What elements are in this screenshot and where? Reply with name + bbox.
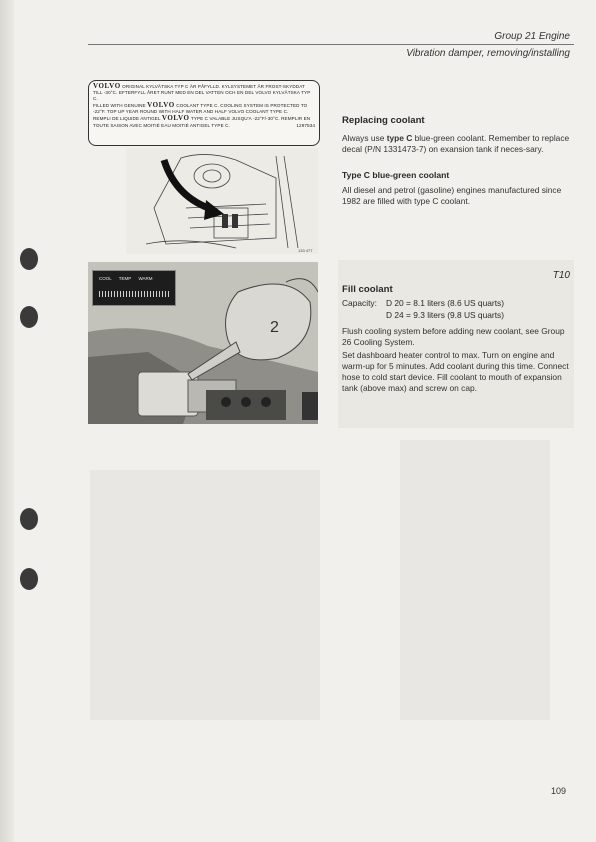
- decal-part-number: 1297534: [296, 122, 315, 128]
- fill-coolant-heading: Fill coolant: [342, 284, 393, 295]
- capacity-label: Capacity:: [342, 298, 377, 308]
- svg-text:2: 2: [270, 319, 279, 336]
- temperature-gauge: [92, 270, 176, 306]
- binder-hole: [20, 508, 38, 530]
- page-number: 109: [550, 786, 566, 796]
- gauge-cool-label: COOL: [99, 276, 112, 281]
- header-group: Group 21 Engine: [494, 31, 570, 42]
- capacity-d24: D 24 = 9.3 liters (9.8 US quarts): [386, 310, 504, 320]
- binder-hole: [20, 248, 38, 270]
- filling-coolant-photo: [88, 262, 318, 424]
- heater-text: Set dashboard heater control to max. Turn on engine and warm-up for 5 minutes. Add coolant during this time. Connect hose to cold start device. Fill coolant to mouth of expansion tank (above max) and screw on cap.: [342, 350, 569, 393]
- replacing-coolant-heading: Replacing coolant: [342, 115, 425, 126]
- engine-bay-illustration: [126, 148, 318, 254]
- type-c-heading: Type C blue-green coolant: [342, 170, 450, 180]
- header-subtitle: Vibration damper, removing/installing: [406, 48, 570, 59]
- gauge-warm-label: WARM: [138, 276, 153, 281]
- flush-text: Flush cooling system before adding new coolant, see Group 26 Cooling System.: [342, 326, 565, 347]
- gauge-temp-label: TEMP: [118, 276, 132, 281]
- replacing-coolant-text: Always use type C blue-green coolant. Remember to replace decal (P/N 1331473-7) on exansion tank if neces-sary.: [342, 133, 570, 154]
- binder-hole: [20, 568, 38, 590]
- binder-strip: [0, 0, 14, 842]
- header-rule: [88, 44, 574, 45]
- gauge-scale: [99, 291, 169, 297]
- type-c-text: All diesel and petrol (gasoline) engines manufactured since 1982 are filled with type C coolant.: [342, 185, 562, 206]
- section-code: T10: [552, 270, 570, 281]
- bleed-through: [90, 470, 320, 720]
- binder-hole: [20, 306, 38, 328]
- coolant-decal: VOLVO ORIGINAL KYLVÄTSKA TYP C ÄR PÅFYLLD. KYLSYSTEMET ÄR FROST-SKYDDAT TILL -30°C. EFTERFYLL ÅRET RUNT MED EN DEL VATTEN OCH EN DEL VOLVO KYLVÄTSKA TYP C. FILLED WITH GENUINE VOLVO COOLANT TYPE C. COOLING SYSTEM IS PROTECTED TO -22°F. TOP UP YEAR ROUND WITH HALF WATER AND HALF VOLVO COOLANT TYPE C. REMPLI DE LIQUIDE ANTIGEL VOLVO TYPE C VALABLE JUSQU'A -22°F/-30°C. REMPLIR EN TOUTE SAISON AVEC MOITIÉ EAU MOITIÉ ANTIGEL TYPE C. 1297534: [88, 80, 320, 146]
- bleed-through: [400, 440, 550, 720]
- illustration-ref-number: 133 477: [298, 248, 313, 253]
- capacity-d20: D 20 = 8.1 liters (8.6 US quarts): [386, 298, 504, 308]
